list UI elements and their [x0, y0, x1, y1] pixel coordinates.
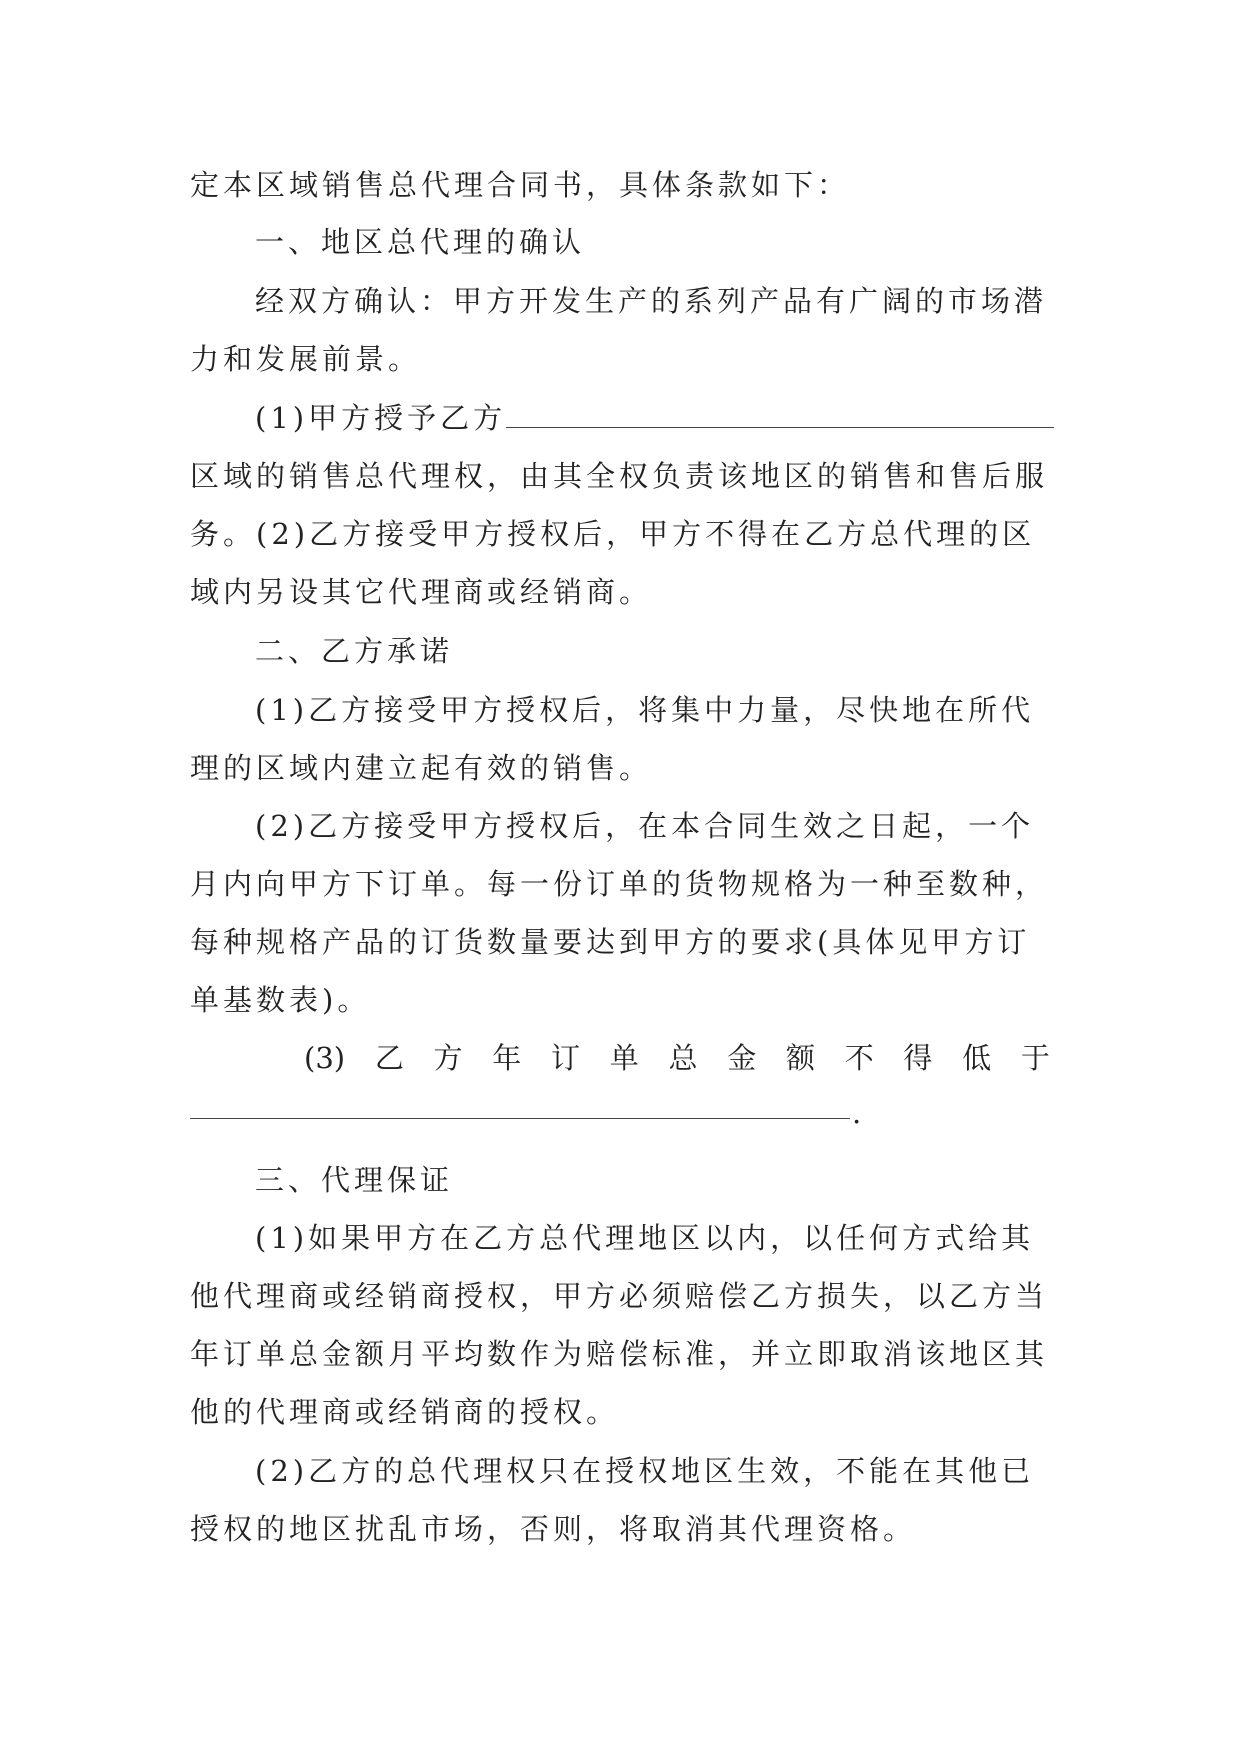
paragraph-line: 他代理商或经销商授权，甲方必须赔偿乙方损失，以乙方当 [190, 1279, 1049, 1313]
paragraph-line: 域内另设其它代理商或经销商。 [190, 575, 653, 609]
paragraph-line: 授权的地区扰乱市场，否则，将取消其代理资格。 [190, 1512, 917, 1546]
clause-text: (1)甲方授予乙方 [255, 401, 507, 435]
paragraph-line: 定本区域销售总代理合同书，具体条款如下： [190, 168, 851, 202]
spread-token: 不 [844, 1041, 874, 1075]
justified-clause-line [304, 1038, 1050, 1078]
paragraph-line: 年订单总金额月平均数作为赔偿标准，并立即取消该地区其 [190, 1337, 1049, 1371]
section-heading-2: 二、乙方承诺 [255, 634, 454, 668]
paragraph-line: 单基数表)。 [190, 983, 371, 1017]
spread-token: 年 [492, 1041, 522, 1075]
spread-token: 于 [1020, 1041, 1050, 1075]
paragraph-line: (2)乙方接受甲方授权后，在本合同生效之日起，一个 [255, 809, 1035, 843]
paragraph-line: 力和发展前景。 [190, 342, 422, 376]
paragraph-line: (1)如果甲方在乙方总代理地区以内，以任何方式给其 [255, 1221, 1035, 1255]
fill-in-blank [190, 1118, 850, 1119]
section-heading-1: 一、地区总代理的确认 [255, 225, 586, 259]
paragraph-line: (1)乙方接受甲方授权后，将集中力量，尽快地在所代 [255, 693, 1035, 727]
section-heading-3: 三、代理保证 [255, 1163, 454, 1197]
paragraph-line: 每种规格产品的订货数量要达到甲方的要求(具体见甲方订 [190, 925, 1031, 959]
paragraph-line-with-blank [255, 398, 1050, 438]
paragraph-line: 务。(2)乙方接受甲方授权后，甲方不得在乙方总代理的区 [190, 517, 1036, 551]
paragraph-line: (2)乙方的总代理权只在授权地区生效，不能在其他已 [255, 1454, 1035, 1488]
spread-token: 额 [785, 1041, 815, 1075]
blank-end-period: . [852, 1096, 862, 1130]
paragraph-line: 区域的销售总代理权，由其全权负责该地区的销售和售后服 [190, 459, 1049, 493]
spread-token: 乙 [374, 1041, 404, 1075]
paragraph-line: 月内向甲方下订单。每一份订单的货物规格为一种至数种， [190, 867, 1049, 901]
spread-token: 总 [668, 1041, 698, 1075]
spread-token: 单 [609, 1041, 639, 1075]
spread-token: 金 [727, 1041, 757, 1075]
paragraph-line: 他的代理商或经销商的授权。 [190, 1395, 620, 1429]
spread-token: 方 [433, 1041, 463, 1075]
paragraph-line: 经双方确认：甲方开发生产的系列产品有广阔的市场潜 [255, 284, 1048, 318]
fill-in-blank [506, 399, 1054, 428]
spread-token: (3) [304, 1041, 346, 1075]
spread-token: 得 [903, 1041, 933, 1075]
paragraph-line: 理的区域内建立起有效的销售。 [190, 751, 653, 785]
spread-token: 订 [551, 1041, 581, 1075]
spread-token: 低 [962, 1041, 992, 1075]
